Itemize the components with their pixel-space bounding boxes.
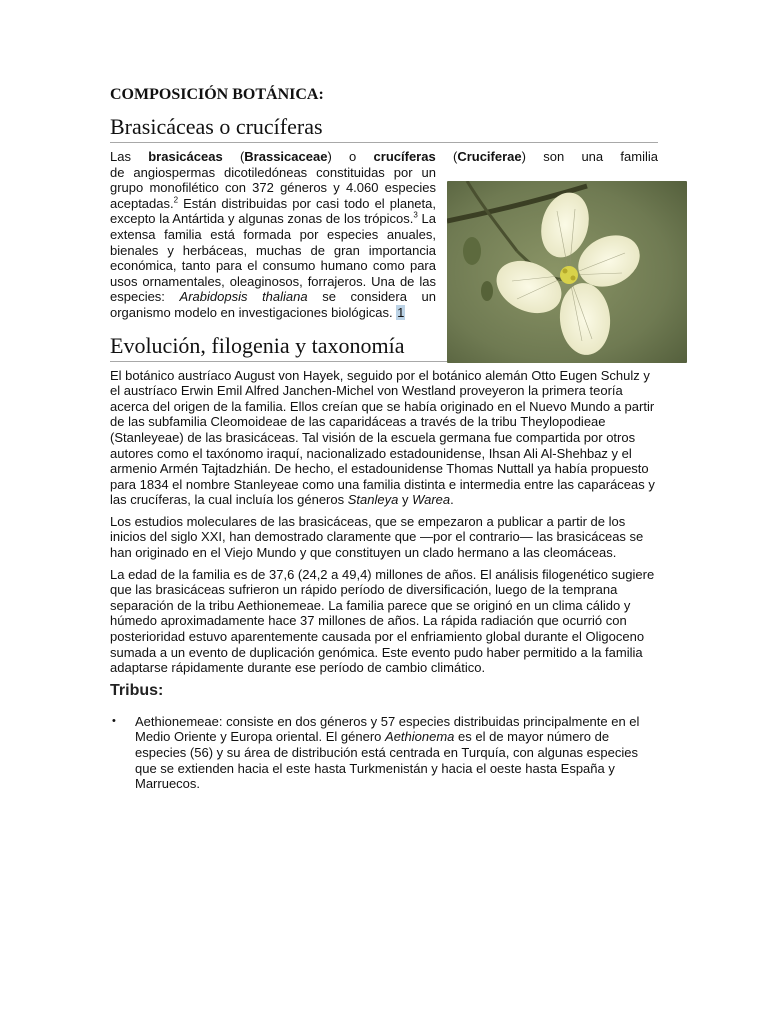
text-run: ( — [435, 149, 458, 164]
text-run: es el de mayor número de especies (56) y su área de distribución está centrada en Turquía, con algunas especies que se extienden hacia el este hasta Turkmenistán y hacia el oeste hasta España y Marruecos. — [135, 729, 638, 792]
document-page — [110, 86, 658, 792]
paragraph-family-age: La edad de la familia es de 37,6 (24,2 a 49,4) millones de años. El análisis filogenético sugiere que las brasicáceas sufrieron un rápido período de diversificación, luego de la temprana separación de la tribu Aethionemeae. La familia parece que se originó en un clima cálido y húmedo aproximadamente hace 37 millones de años. La rápida radiación que ocurrió con posterioridad estuvo aparentemente causada por el enfriamiento global durante el Oligoceno sumada a un evento de duplicación genómica. Este evento pudo haber permitido a la familia adaptarse rápidamente durante ese período de cambio climático. — [110, 566, 655, 676]
paragraph-molecular-studies: Los estudios moleculares de las brasicáceas, que se empezaron a publicar a partir de los inicios del siglo XXI, han demostrado claramente que —por el contrario— las brasicáceas se han originado en el Viejo Mundo y que constituyen un clado hermano a las cleomáceas. — [110, 513, 644, 561]
text-run: Aethionemeae: consiste en dos géneros y 57 especies distribuidas principalmente en el Medio Oriente y Europa oriental. El género — [135, 713, 640, 745]
text-run: de angiospermas dicotiledóneas constituidas por un grupo monofilético con 372 géneros y 4.060 especies aceptadas. — [110, 164, 436, 211]
footnote-marker[interactable]: 2 — [173, 195, 179, 205]
section-title-brasicaceas: Brasicáceas o crucíferas — [110, 114, 658, 143]
text-run: El botánico austríaco August von Hayek, seguido por el botánico alemán Otto Eugen Schulz y el austríaco Erwin Emil Alfred Janchen-Michel von Westland proveyeron la primera teoría acerca del origen de la familia. Ellos creían que se había originado en el Nuevo Mundo a partir de las subfamilia Cleomoideae de las caparidáceas a través de la tribu Theylopodieae (Stanleyeae) de las brasicáceas. Tal visión de la escuela germana fue compartida por otros autores como el taxónomo iraquí, nacionalizado estadounidense, Ihsan Ali Al-Shehbaz y el armenio Armén Tajtadzhián. De hecho, el estadounidense Thomas Nuttall ya había propuesto para 1834 el nombre Stanleyeae como una familia distinta e intermedia entre las caparáceas y las crucíferas, la cual incluía los géneros — [110, 367, 655, 508]
species-name: Arabidopsis thaliana — [179, 289, 308, 305]
term-brasicaceas: brasicáceas — [148, 149, 223, 164]
text-run: Las — [110, 149, 149, 164]
bullet-icon: • — [112, 714, 116, 727]
tribes-heading: Tribus: — [110, 681, 164, 699]
text-run: ) o — [327, 149, 374, 164]
text-run: La extensa familia está formada por especies anuales, bienales y herbáceas, muchas de gran importancia económica, tanto para el consumo humano como para usos ornamentales, oleaginosos, forrajeros. Una de las especies: — [110, 211, 437, 305]
genus-name: Warea — [412, 492, 451, 508]
term-cruciferae: Cruciferae — [457, 149, 522, 164]
intro-block — [110, 149, 658, 321]
text-run: ( — [222, 149, 245, 164]
intro-first-line — [110, 149, 658, 165]
term-cruciferas: crucíferas — [373, 149, 436, 164]
footnote-marker[interactable]: 3 — [413, 211, 418, 221]
paragraph-origin-theory — [110, 368, 658, 508]
main-heading: COMPOSICIÓN BOTÁNICA: — [110, 86, 324, 103]
text-run: . — [450, 492, 454, 508]
genus-name: Aethionema — [385, 729, 455, 745]
genus-name: Stanleya — [347, 492, 399, 508]
flower-illustration — [447, 181, 687, 363]
text-run: y — [398, 492, 413, 508]
intro-paragraph — [110, 165, 436, 321]
arugula-flower-photo — [447, 181, 687, 363]
section-title-evolucion: Evolución, filogenia y taxonomía — [110, 333, 658, 362]
term-brassicaceae: Brassicaceae — [244, 149, 328, 164]
text-run: Están distribuidas por casi todo el planeta, excepto la Antártida y algunas zonas de los trópicos. — [110, 195, 436, 227]
text-run: ) son una familia — [521, 149, 658, 164]
reference-link[interactable]: 1 — [397, 304, 405, 320]
tribes-list — [110, 714, 658, 792]
text-run: se considera un organismo modelo en investigaciones biológicas. — [110, 289, 436, 320]
list-item — [110, 714, 658, 792]
